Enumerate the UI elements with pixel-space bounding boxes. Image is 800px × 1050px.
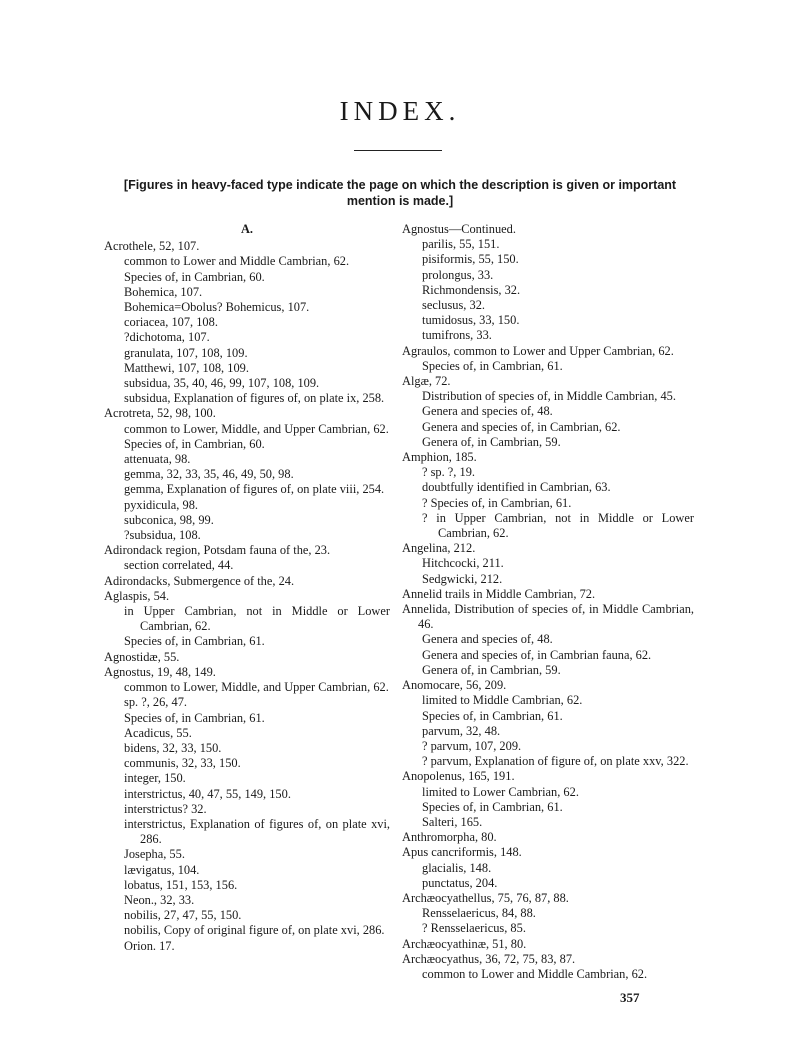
index-entry: ? Species of, in Cambrian, 61. xyxy=(422,495,572,510)
index-entry: Archæocyathellus, 75, 76, 87, 88. xyxy=(402,890,569,905)
index-entry: Archæocyathinæ, 51, 80. xyxy=(402,936,527,951)
index-entry: gemma, Explanation of figures of, on plate viii, 254. xyxy=(124,482,385,497)
index-entry: granulata, 107, 108, 109. xyxy=(124,345,248,360)
index-list-left xyxy=(104,239,390,954)
index-entry: subsidua, Explanation of figures of, on plate ix, 258. xyxy=(124,391,385,406)
index-entry: Anopolenus, 165, 191. xyxy=(402,769,515,784)
index-entry: Adirondack region, Potsdam fauna of the, 23. xyxy=(104,543,331,558)
index-entry: Genera and species of, 48. xyxy=(422,632,553,647)
index-entry: common to Lower, Middle, and Upper Cambrian, 62. xyxy=(124,680,389,695)
index-entry: seclusus, 32. xyxy=(422,298,485,313)
index-entry: ?dichotoma, 107. xyxy=(124,330,210,345)
index-entry: Rensselaericus, 84, 88. xyxy=(422,906,536,921)
letter-heading: A. xyxy=(240,222,254,236)
index-column-right xyxy=(402,222,694,982)
index-entry: limited to Middle Cambrian, 62. xyxy=(422,693,583,708)
index-entry: nobilis, Copy of original figure of, on plate xvi, 286. xyxy=(124,923,385,938)
index-entry: Distribution of species of, in Middle Cambrian, 45. xyxy=(422,389,676,404)
index-entry: Hitchcocki, 211. xyxy=(422,556,504,571)
index-entry: interstrictus, Explanation of figures of, on plate xvi, 286. xyxy=(124,816,390,847)
index-entry: Sedgwicki, 212. xyxy=(422,571,503,586)
index-entry: Annelida, Distribution of species of, in Middle Cambrian, 46. xyxy=(402,602,694,632)
index-entry: Neon., 32, 33. xyxy=(124,892,195,907)
index-entry: Bohemica=Obolus? Bohemicus, 107. xyxy=(124,300,310,315)
index-entry: parvum, 32, 48. xyxy=(422,723,501,738)
index-entry: Species of, in Cambrian, 61. xyxy=(124,710,265,725)
index-entry: section correlated, 44. xyxy=(124,558,234,573)
page-number: 357 xyxy=(620,990,640,1005)
index-entry: Algæ, 72. xyxy=(402,374,451,389)
index-entry: Apus cancriformis, 148. xyxy=(402,845,522,860)
index-entry: Species of, in Cambrian, 60. xyxy=(124,436,265,451)
index-entry: coriacea, 107, 108. xyxy=(124,315,218,330)
index-entry: Agnostus, 19, 48, 149. xyxy=(104,664,216,679)
index-entry: Salteri, 165. xyxy=(422,814,483,829)
index-note: [Figures in heavy-faced type indicate the page on which the description is given or important mention is made.] xyxy=(123,178,677,208)
index-entry: ? Rensselaericus, 85. xyxy=(422,921,526,936)
index-entry: glacialis, 148. xyxy=(422,860,492,875)
index-entry: punctatus, 204. xyxy=(422,875,498,890)
index-entry: tumidosus, 33, 150. xyxy=(422,313,520,328)
index-entry: Amphion, 185. xyxy=(402,450,477,465)
index-entry: in Upper Cambrian, not in Middle or Lower Cambrian, 62. xyxy=(124,604,390,634)
index-entry: pisiformis, 55, 150. xyxy=(422,252,519,267)
index-entry: Genera and species of, in Cambrian fauna, 62. xyxy=(422,647,652,662)
index-entry: interstrictus? 32. xyxy=(124,801,207,816)
index-entry: subconica, 98, 99. xyxy=(124,512,214,527)
page-title: INDEX. xyxy=(339,96,461,126)
index-entry: prolongus, 33. xyxy=(422,267,494,282)
index-entry: limited to Lower Cambrian, 62. xyxy=(422,784,579,799)
index-entry: Angelina, 212. xyxy=(402,541,476,556)
index-entry: Genera and species of, 48. xyxy=(422,404,553,419)
index-entry: Genera of, in Cambrian, 59. xyxy=(422,662,561,677)
index-entry: lævigatus, 104. xyxy=(124,862,200,877)
index-entry: communis, 32, 33, 150. xyxy=(124,756,241,771)
index-entry: Anthromorpha, 80. xyxy=(402,830,497,845)
index-entry: ?subsidua, 108. xyxy=(124,528,201,543)
index-entry: bidens, 32, 33, 150. xyxy=(124,740,222,755)
index-entry: nobilis, 27, 47, 55, 150. xyxy=(124,908,242,923)
index-entry: interstrictus, 40, 47, 55, 149, 150. xyxy=(124,786,291,801)
index-entry: Agraulos, common to Lower and Upper Cambrian, 62. xyxy=(402,343,674,358)
index-entry: Species of, in Cambrian, 61. xyxy=(422,799,563,814)
index-entry: pyxidicula, 98. xyxy=(124,497,198,512)
title-rule xyxy=(354,150,442,151)
index-entry: Acrothele, 52, 107. xyxy=(104,239,200,254)
index-entry: Species of, in Cambrian, 61. xyxy=(422,708,563,723)
index-entry: tumifrons, 33. xyxy=(422,328,492,343)
index-entry: subsidua, 35, 40, 46, 99, 107, 108, 109. xyxy=(124,376,320,391)
index-entry: gemma, 32, 33, 35, 46, 49, 50, 98. xyxy=(124,467,294,482)
index-entry: parilis, 55, 151. xyxy=(422,237,500,252)
index-entry: Acrotreta, 52, 98, 100. xyxy=(104,406,216,421)
index-entry: Agnostus—Continued. xyxy=(402,222,516,236)
index-entry: ? parvum, 107, 209. xyxy=(422,738,522,753)
index-list-right xyxy=(402,222,694,982)
index-entry: Bohemica, 107. xyxy=(124,284,203,299)
index-entry: Aglaspis, 54. xyxy=(104,588,170,603)
index-entry: Orion. 17. xyxy=(124,938,175,953)
index-entry: integer, 150. xyxy=(124,771,186,786)
index-entry: Adirondacks, Submergence of the, 24. xyxy=(104,573,295,588)
index-entry: Genera and species of, in Cambrian, 62. xyxy=(422,419,621,434)
index-entry: Archæocyathus, 36, 72, 75, 83, 87. xyxy=(402,951,576,966)
index-entry: Acadicus, 55. xyxy=(124,725,192,740)
index-entry: Species of, in Cambrian, 60. xyxy=(124,269,265,284)
index-entry: lobatus, 151, 153, 156. xyxy=(124,877,238,892)
index-entry: ? in Upper Cambrian, not in Middle or Lower Cambrian, 62. xyxy=(422,510,694,541)
index-entry: Species of, in Cambrian, 61. xyxy=(124,634,265,649)
index-entry: common to Lower, Middle, and Upper Cambrian, 62. xyxy=(124,421,389,436)
index-entry: sp. ?, 26, 47. xyxy=(124,695,187,710)
index-entry: common to Lower and Middle Cambrian, 62. xyxy=(124,254,350,269)
index-entry: Josepha, 55. xyxy=(124,847,185,862)
index-entry: Agnostidæ, 55. xyxy=(104,649,180,664)
index-entry: Matthewi, 107, 108, 109. xyxy=(124,360,249,375)
index-entry: Anomocare, 56, 209. xyxy=(402,678,507,693)
index-entry: Annelid trails in Middle Cambrian, 72. xyxy=(402,586,596,601)
index-entry: common to Lower and Middle Cambrian, 62. xyxy=(422,966,648,981)
index-entry: Richmondensis, 32. xyxy=(422,282,521,297)
index-entry: doubtfully identified in Cambrian, 63. xyxy=(422,480,611,495)
index-entry: attenuata, 98. xyxy=(124,452,191,467)
index-entry: Genera of, in Cambrian, 59. xyxy=(422,434,561,449)
index-entry: Species of, in Cambrian, 61. xyxy=(422,358,563,373)
index-column-left xyxy=(104,222,390,954)
index-entry: ? sp. ?, 19. xyxy=(422,465,475,480)
index-entry: ? parvum, Explanation of figure of, on plate xxv, 322. xyxy=(422,754,689,769)
